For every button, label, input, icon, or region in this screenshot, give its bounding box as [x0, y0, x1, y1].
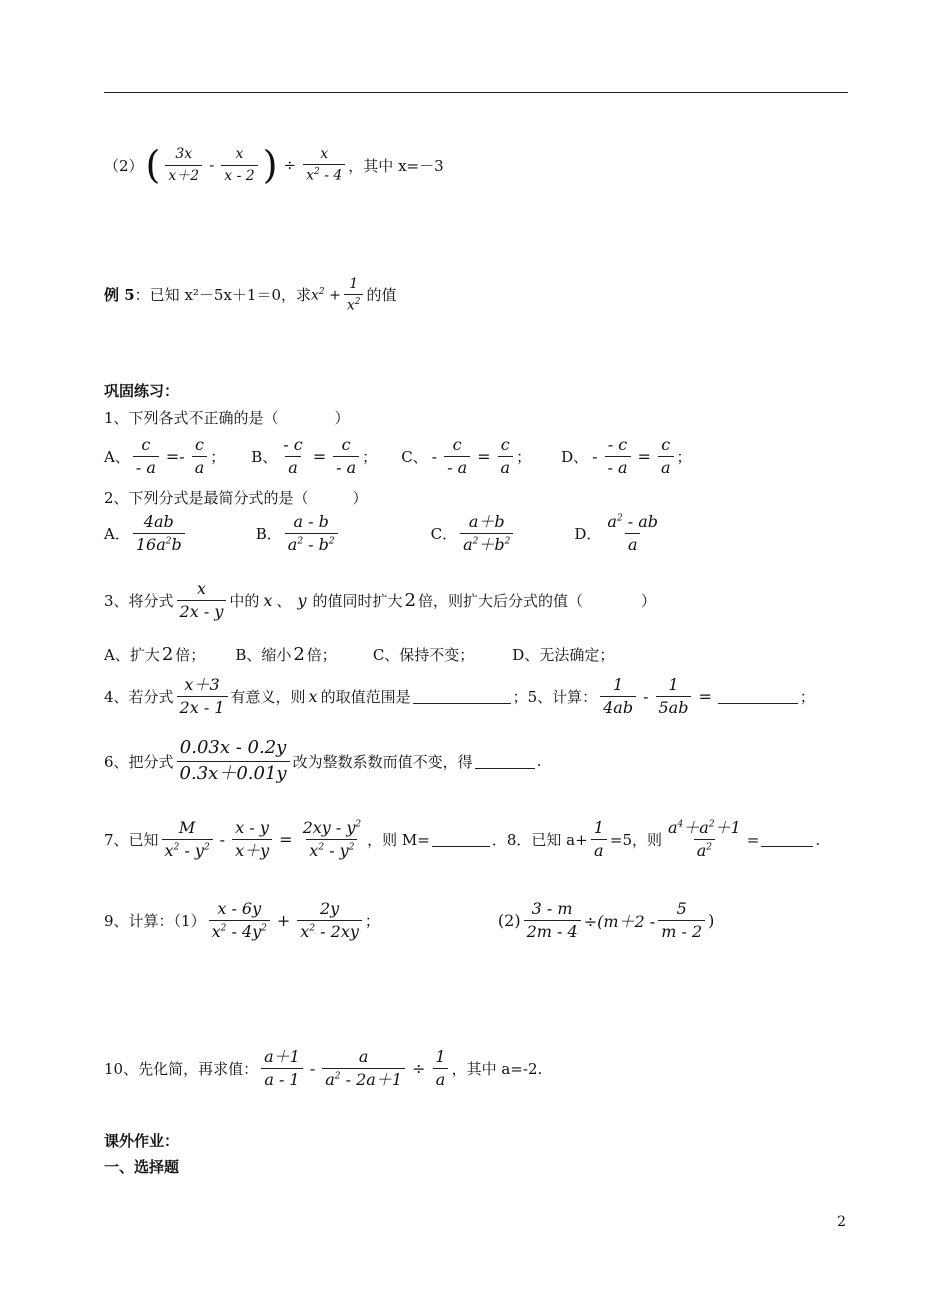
question-10: 10、先化简，再求值： a＋1 a - 1 - $\frac{a}{a^2 - 2a+1}$ ÷ $\frac{1}{a}$ ，其中 a=-2. — [104, 1047, 543, 1090]
section-1-title: 一、选择题 — [104, 1158, 180, 1176]
question-4-5: 4、若分式 x＋3 2x - 1 有意义，则 x 的取值范围是 ；5、计算： 1 4ab - $\frac{1}{5ab}$ = ； — [104, 675, 815, 718]
homework-title: 课外作业： — [104, 1132, 180, 1150]
question-6: 6、把分式 0.03x - 0.2y 0.3x＋0.01y 改为整数系数而值不变，得 . — [104, 737, 542, 784]
question-3: 3、将分式 x 2x - y 中的 x 、 y 的值同时扩大 2 倍，则扩大后分式的值（ ） — [104, 579, 656, 622]
question-7-8: 7、已知 M $x^2 - y^2$ - $\frac{x - y}{x+y}$ = $\frac{2xy - y^2}{x^2 - y^2}$ ，则 M= ．8．已知 a+ $\frac{1}{a}$ =5，则 $\frac{a^4+a^2+1}{a^2}$ = . — [104, 818, 821, 861]
answer-blank[interactable] — [432, 832, 490, 847]
question-1-options: A、 $\frac{c}{- a}$ =- c a ； B、 $\frac{- c}{a}$ = $\frac{c}{- a}$ ； C、 - $\frac{c}{- a}$ = $\frac{c}{a}$ ； D、 - $\frac{- c}{- a}$ = $\frac{c}{a}$ ； — [104, 435, 692, 478]
question-2: 2、下列分式是最简分式的是（ ） — [104, 489, 368, 507]
left-paren: ( — [145, 143, 161, 187]
right-paren: ) — [262, 143, 278, 187]
example-label: 例 5 — [104, 286, 135, 305]
answer-blank[interactable] — [761, 832, 813, 847]
question-1: 1、下列各式不正确的是（ ） — [104, 409, 350, 427]
problem-2: （2） ( 3x x＋2 - x x - 2 ) ÷ $\frac{x}{x^2 - 4}$ ，其中 x=－3 — [104, 143, 444, 187]
fraction: x x - 2 — [221, 146, 257, 183]
answer-blank[interactable] — [475, 754, 535, 769]
section-title: 巩固练习： — [104, 382, 180, 400]
header-rule — [104, 92, 848, 93]
page-number: 2 — [837, 1214, 846, 1230]
fraction: 3x x＋2 — [165, 146, 202, 183]
example-5: 例 5 ：已知 x²－5x＋1＝0，求 $x^2$ + $\frac{1}{x^2}$ 的值 — [104, 276, 397, 314]
fraction: $\frac{x}{x^2 - 4}$ — [303, 146, 345, 184]
question-9: 9、计算：（1） x - 6y $x^2 - 4y^2$ + $\frac{2y}{x^2 - 2xy}$ ； (2) $\frac{3 - m}{2m - 4}$ ÷(m＋2 - 5 m - 2 ) — [104, 899, 715, 942]
question-3-options: A、扩大 2 倍； B、缩小 2 倍； C、保持不变； D、无法确定； — [104, 644, 615, 665]
fraction: $\frac{1}{x^2}$ — [344, 276, 364, 314]
answer-blank[interactable] — [413, 689, 511, 704]
problem-label: （2） — [104, 156, 144, 175]
question-2-options: A． 4ab $16a^2b$ B． a - b $a^2 - b^2$ C． a＋b $a^2+b^2$ D． $a^2$ - ab a — [104, 512, 659, 555]
answer-blank[interactable] — [718, 689, 798, 704]
